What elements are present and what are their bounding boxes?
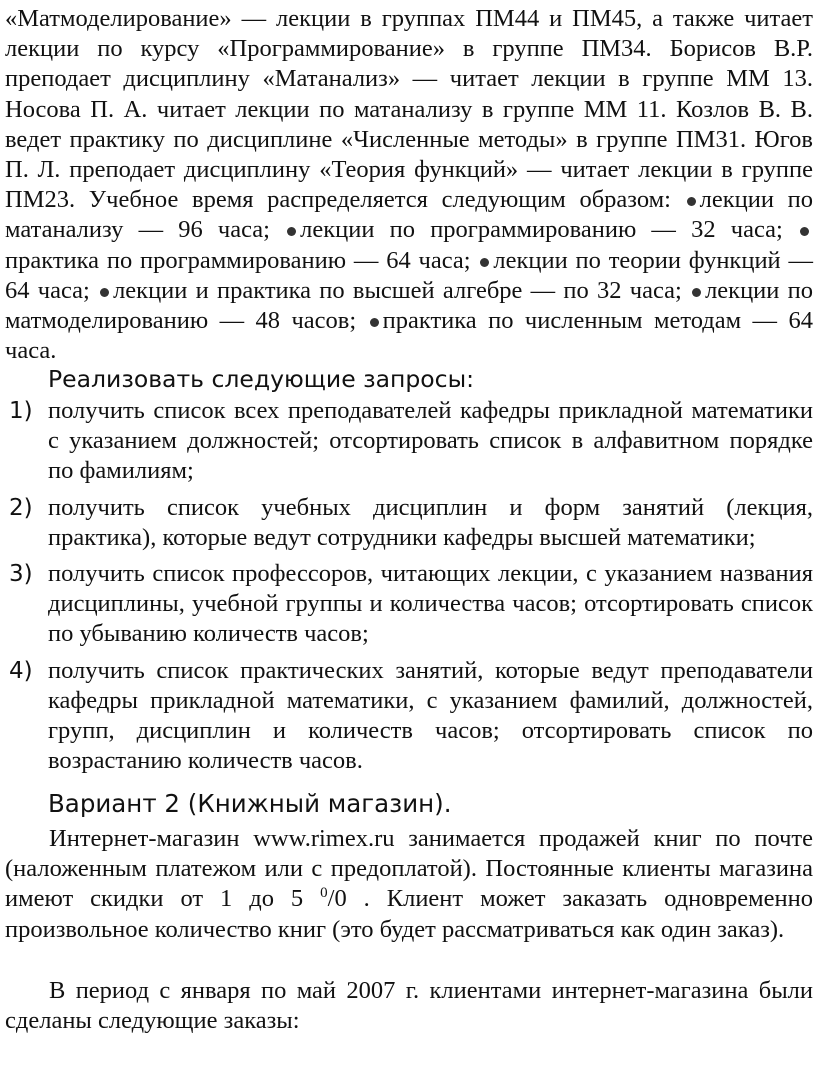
intro-paragraph	[5, 4, 813, 366]
bullet-icon	[287, 227, 296, 236]
list-number: 4)	[9, 657, 33, 684]
bullet-icon	[370, 318, 379, 327]
list-item	[0, 396, 816, 487]
list-item	[0, 559, 816, 650]
list-item	[0, 493, 816, 553]
queries-list	[0, 396, 816, 782]
bullet-item: лекции по матмоделированию — 48 часов;	[5, 276, 814, 335]
superscript-zero: 0	[320, 885, 328, 902]
intro-text: «Матмоделирование» — лекции в группах ПМ44 и ПМ45, а также читает лекции по курсу «Программирование» в группе ПМ34. Борисов В.Р. преподает дисциплину «Матанализ» — читает лекции в группе ММ 13. Носова П. А. читает лекции по матанализу в группе ММ 11. Козлов В. В. ведет практику по дисциплине «Численные методы» в группе ПМ31. Югов П. Л. преподает дисциплину «Теория функций» — читает лекции в группе ПМ23. Учебное время распределяется следующим образом:	[5, 5, 813, 214]
bullet-item: лекции и практика по высшей алгебре — по 32 часа;	[113, 276, 682, 304]
bullet-item: лекции по программированию — 32 часа;	[300, 216, 783, 244]
shop-text-a: Интернет-магазин www.rimex.ru занимается продажей книг по почте (наложенным платежом или с предоплатой). Постоянные клиенты магазина имеют скидки от 1 до 5	[5, 825, 813, 913]
list-item-text: получить список практических занятий, которые ведут преподаватели кафедры прикладной математики, с указанием фамилий, должностей, групп, дисциплин и количеств часов; отсортировать список по возрастанию количеств часов.	[48, 656, 813, 775]
bullet-item: лекции по теории функций — 64 часа;	[5, 246, 813, 304]
list-number: 1)	[9, 398, 33, 424]
bullet-icon	[100, 288, 109, 297]
list-item	[0, 656, 816, 777]
bullet-icon	[480, 258, 489, 267]
variant-heading: Вариант 2 (Книжный магазин).	[48, 789, 452, 818]
queries-heading: Реализовать следующие запросы:	[48, 365, 475, 393]
list-item-text: получить список профессоров, читающих лекции, с указанием названия дисциплины, учебной группы и количества часов; отсортировать список по убыванию количеств часов;	[48, 560, 813, 648]
bullet-icon	[687, 197, 696, 206]
shop-text-b: /0 . Клиент может заказать одновременно произвольное количество книг (это будет рассматриваться как один заказ).	[5, 885, 813, 943]
list-item-text: получить список всех преподавателей кафедры прикладной математики с указанием должностей; отсортировать список в алфавитном порядке по фамилиям;	[48, 397, 813, 485]
bullet-item: практика по программированию — 64 часа;	[5, 246, 471, 274]
bullet-item: лекции по матанализу — 96 часа;	[5, 186, 814, 244]
list-number: 2)	[9, 494, 33, 521]
list-item-text: получить список учебных дисциплин и форм занятий (лекция, практика), которые ведут сотрудники кафедры высшей математики;	[48, 493, 813, 551]
list-number: 3)	[9, 561, 33, 588]
bullet-icon	[692, 288, 701, 297]
shop-paragraph-1	[5, 824, 813, 945]
shop-paragraph-2: В период с января по май 2007 г. клиентами интернет-магазина были сделаны следующие заказы:	[5, 977, 813, 1035]
bullet-icon	[800, 227, 809, 236]
bullet-item: практика по численным методам — 64 часа.	[5, 307, 814, 365]
